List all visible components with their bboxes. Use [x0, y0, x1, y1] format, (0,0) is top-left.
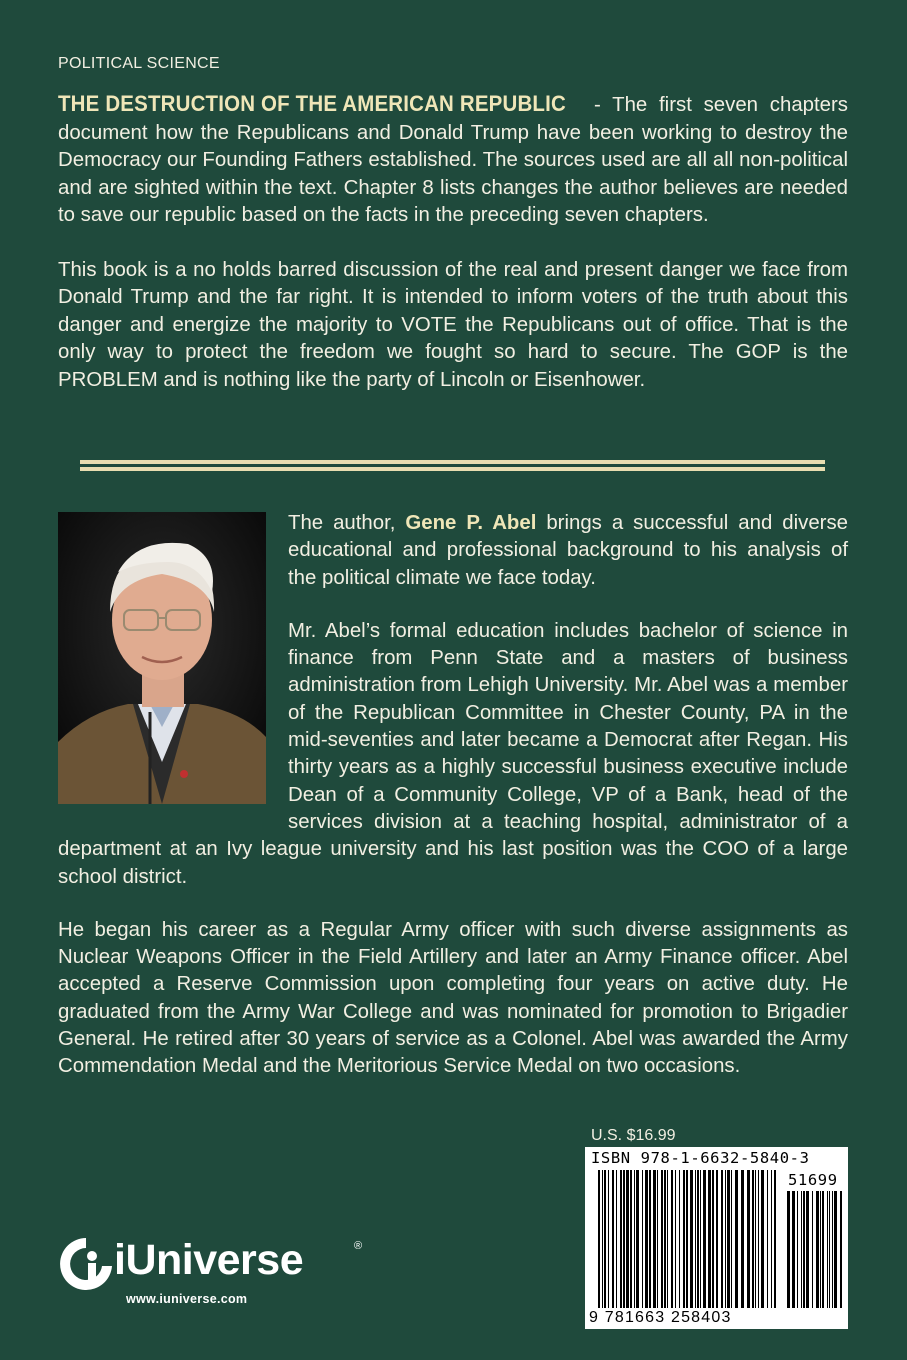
barcode-bar — [602, 1170, 603, 1308]
barcode-bar — [630, 1170, 632, 1308]
barcode-bar — [803, 1191, 805, 1308]
military-paragraph: He began his career as a Regular Army officer with such diverse assignments as Nuclear Weapons Officer in the Field Artillery and later an Army Finance officer. Abel accepted a Reserve Commission upon completing four years on active duty. He graduated from the Army War College and was nominated for promotion to Brigadier General. He retired after 30 years of service as a Colonel. Abel was awarded the Army Commendation Medal and the Meritorious Service Medal on two occasions. — [58, 918, 848, 1078]
publisher-logo — [56, 1232, 366, 1312]
barcode-bar — [712, 1170, 714, 1308]
barcode-bar — [816, 1191, 819, 1308]
barcode-bar — [752, 1170, 754, 1308]
barcode-bar — [834, 1191, 837, 1308]
barcode-bar — [771, 1170, 772, 1308]
barcode-bar — [747, 1170, 750, 1308]
author-name: Gene P. Abel — [405, 512, 537, 534]
education-paragraph: Mr. Abel’s formal education includes bachelor of science in finance from Penn State and a masters of business administration from Lehigh University. Mr. Abel was a member of the Republican Committee in Chester County, PA in the mid-seventies and later became a Democrat after Regan. His thirty years as a highly successful business executive include Dean of a Community College, VP of a Bank, head of the services division at a teaching hospital, administrator of a department at an Ivy league university and his last position was the COO of a large school district. — [58, 619, 848, 888]
barcode-bar — [604, 1170, 606, 1308]
barcode-bar — [774, 1170, 776, 1308]
price-label: U.S. $16.99 — [591, 1127, 676, 1144]
barcode-bar — [620, 1170, 622, 1308]
barcode-bar — [716, 1170, 718, 1308]
barcode-bar — [812, 1191, 813, 1308]
barcode-bar — [708, 1170, 711, 1308]
barcode-bar — [787, 1191, 790, 1308]
barcode-bar — [598, 1170, 600, 1308]
barcode-bar — [612, 1170, 614, 1308]
barcode-bar — [636, 1170, 639, 1308]
barcode-bar — [634, 1170, 635, 1308]
barcode-addon-bars — [787, 1191, 843, 1308]
barcode-bar — [801, 1191, 802, 1308]
publisher-url: www.iuniverse.com — [126, 1292, 248, 1306]
barcode-bar — [758, 1170, 759, 1308]
barcode-digits: 9 781663 258403 — [589, 1309, 732, 1326]
barcode-bar — [767, 1170, 768, 1308]
barcode-bar — [675, 1170, 676, 1308]
barcode-bar — [725, 1170, 726, 1308]
barcode-bar — [700, 1170, 701, 1308]
barcode-bar — [755, 1170, 756, 1308]
barcode-bar — [645, 1170, 648, 1308]
barcode-bar — [661, 1170, 663, 1308]
danger-paragraph: This book is a no holds barred discussion of the real and present danger we face from Donald Trump and the far right. It is intended to inform voters of the truth about this danger and energize the majority to VOTE the Republicans out of office. That is the only way to protect the freedom we fought so hard to secure. The GOP is the PROBLEM and is nothing like the party of Lincoln or Eisenhower. — [58, 258, 848, 391]
barcode-bar — [792, 1191, 795, 1308]
barcode-bar — [690, 1170, 693, 1308]
author-bio — [58, 510, 848, 1107]
barcode-bar — [731, 1170, 732, 1308]
barcode-bar — [653, 1170, 656, 1308]
barcode-bar — [832, 1191, 833, 1308]
barcode-bar — [671, 1170, 673, 1308]
barcode-main-bars — [598, 1170, 778, 1308]
divider-line-bottom — [80, 467, 825, 471]
barcode-bar — [727, 1170, 730, 1308]
isbn-barcode — [585, 1147, 848, 1329]
barcode-bar — [829, 1191, 830, 1308]
barcode-bar — [649, 1170, 651, 1308]
barcode-bar — [626, 1170, 629, 1308]
author-intro-before: The author, — [288, 512, 406, 534]
blurb — [58, 90, 848, 421]
barcode-addon-number: 51699 — [788, 1171, 838, 1189]
publisher-name: iUniverse — [114, 1236, 304, 1284]
barcode-bar — [820, 1191, 821, 1308]
intro-text: - The first seven chapters document how the Republicans and Donald Trump have been working to destroy the Democracy our Founding Fathers established. The sources used are all all non-political and are sighted within the text. Chapter 8 lists changes the author believes are needed to save our republic based on the facts in the preceding seven chapters. — [58, 94, 848, 226]
barcode-bar — [721, 1170, 723, 1308]
iuniverse-logo-icon — [56, 1234, 116, 1294]
barcode-bar — [686, 1170, 688, 1308]
barcode-bar — [840, 1191, 842, 1308]
barcode-bar — [667, 1170, 668, 1308]
barcode-bar — [683, 1170, 685, 1308]
barcode-bar — [703, 1170, 706, 1308]
book-title: THE DESTRUCTION OF THE AMERICAN REPUBLIC — [58, 91, 566, 116]
barcode-bar — [664, 1170, 666, 1308]
barcode-bar — [761, 1170, 764, 1308]
category-label: POLITICAL SCIENCE — [58, 55, 220, 72]
author-intro-after: brings a successful and diverse educational and professional background to his analysis of the political climate we face today. — [288, 512, 848, 589]
barcode-bar — [735, 1170, 738, 1308]
barcode-bar — [642, 1170, 643, 1308]
barcode-bar — [616, 1170, 617, 1308]
barcode-bar — [608, 1170, 609, 1308]
barcode-bar — [827, 1191, 828, 1308]
intro-paragraph — [58, 90, 848, 230]
barcode-bar — [822, 1191, 824, 1308]
barcode-bar — [797, 1191, 798, 1308]
barcode-bar — [623, 1170, 625, 1308]
barcode-bar — [741, 1170, 744, 1308]
barcode-bar — [679, 1170, 680, 1308]
barcode-bar — [697, 1170, 699, 1308]
divider-line-top — [80, 460, 825, 464]
barcode-bar — [806, 1191, 809, 1308]
barcode-bar — [695, 1170, 696, 1308]
registered-mark: ® — [354, 1240, 363, 1252]
isbn-label: ISBN 978-1-6632-5840-3 — [591, 1149, 810, 1167]
barcode-bar — [657, 1170, 658, 1308]
